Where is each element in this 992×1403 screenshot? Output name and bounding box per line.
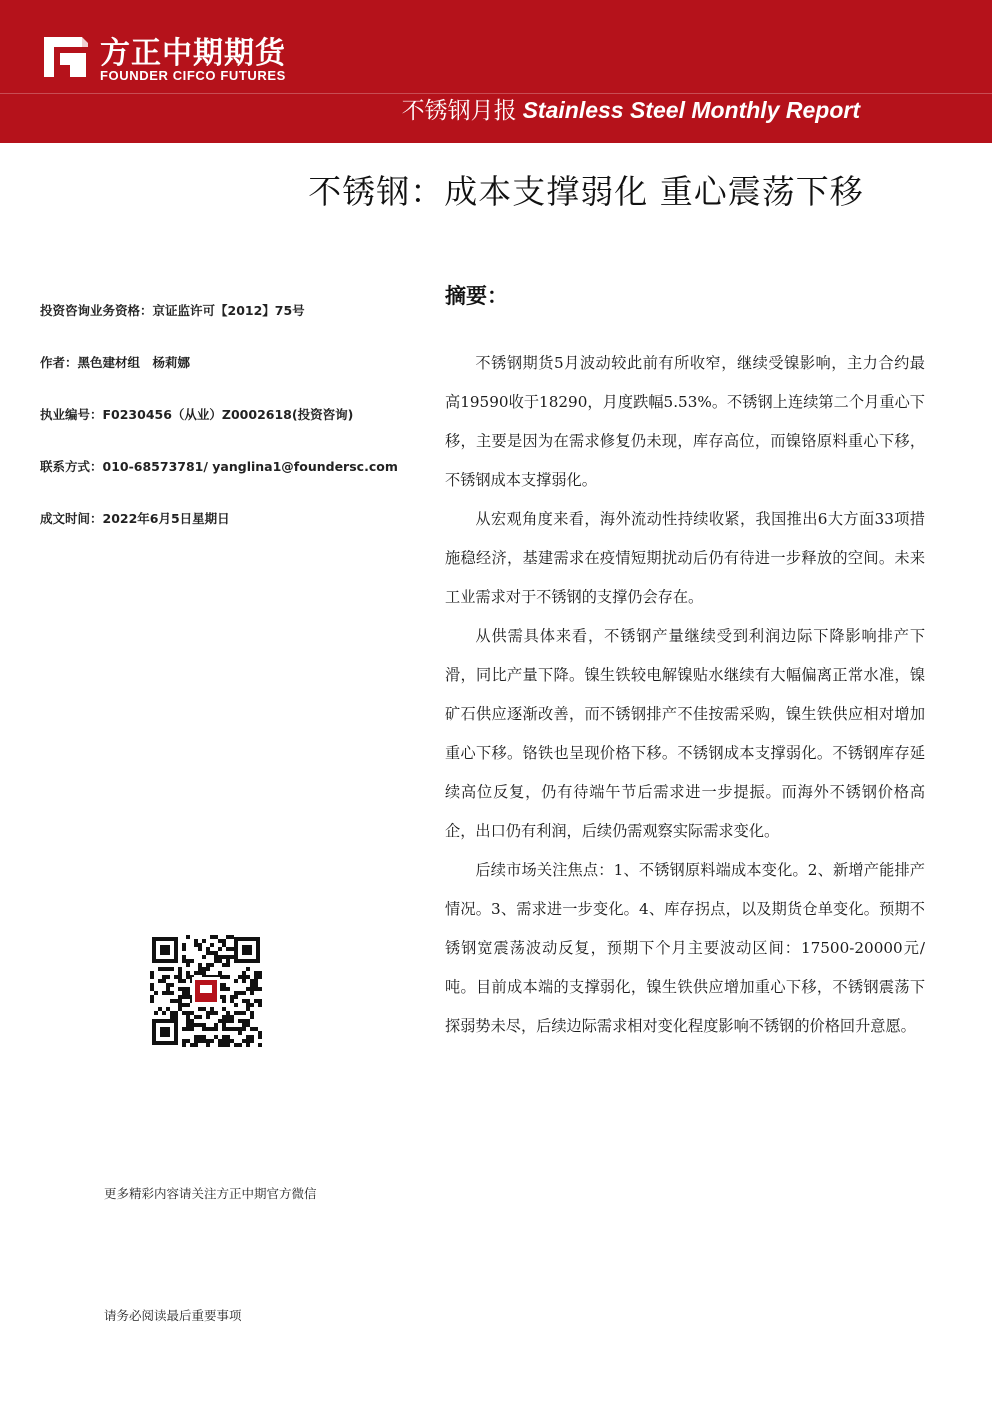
report-type-cn: 不锈钢月报: [401, 98, 517, 124]
abstract-paragraph: 从宏观角度来看，海外流动性持续收紧，我国推出6大方面33项措施稳经济，基建需求在疫情短期扰动后仍有待进一步释放的空间。未来工业需求对于不锈钢的支撑仍会存在。: [445, 510, 925, 606]
abstract-paragraph: 后续市场关注焦点：1、不锈钢原料端成本变化。2、新增产能排产情况。3、需求进一步变化。4、库存拐点，以及期货仓单变化。预期不锈钢宽震荡波动反复，预期下个月主要波动区间：17500-20000元/吨。目前成本端的支撑弱化，镍生铁供应增加重心下移，不锈钢震荡下探弱势未尽，后续边际需求相对变化程度影响不锈钢的价格回升意愿。: [445, 861, 925, 1035]
wechat-qr-code-icon: [150, 935, 262, 1047]
abstract-heading: 摘要：: [445, 284, 508, 308]
report-title-wrap: [0, 166, 992, 213]
company-name-cn: 方正中期期货: [100, 36, 286, 71]
founder-logo-icon: [40, 33, 90, 81]
abstract-body: [445, 344, 925, 1046]
abstract-paragraph: 从供需具体来看，不锈钢产量继续受到利润边际下降影响排产下滑，同比产量下降。镍生铁较电解镍贴水继续有大幅偏离正常水准，镍矿石供应逐渐改善，而不锈钢排产不佳按需采购，镍生铁供应相对增加重心下移。铬铁也呈现价格下移。不锈钢成本支撑弱化。不锈钢库存延续高位反复，仍有待端午节后需求进一步提振。而海外不锈钢价格高企，出口仍有利润，后续仍需观察实际需求变化。: [445, 627, 925, 840]
report-type: [402, 92, 860, 125]
practice-number: 执业编号：F0230456（从业）Z0002618(投资咨询): [40, 407, 354, 422]
publish-date: 成文时间：2022年6月5日星期日: [40, 511, 230, 526]
disclaimer-note: 请务必阅读最后重要事项: [104, 1308, 242, 1323]
company-name-en: FOUNDER CIFCO FUTURES: [100, 68, 286, 83]
follow-wechat-note: 更多精彩内容请关注方正中期官方微信: [104, 1186, 317, 1201]
header-banner: [0, 0, 992, 143]
author-name: 作者：黑色建材组 杨莉娜: [40, 355, 191, 370]
report-title: 不锈钢：成本支撑弱化 重心震荡下移: [308, 172, 864, 211]
author-info: [40, 298, 410, 558]
abstract-paragraph: 不锈钢期货5月波动较此前有所收窄，继续受镍影响，主力合约最高19590收于18290，月度跌幅5.53%。不锈钢上连续第二个月重心下移，主要是因为在需求修复仍未现，库存高位，而镍铬原料重心下移，不锈钢成本支撑弱化。: [445, 354, 925, 489]
report-type-en: Stainless Steel Monthly Report: [522, 97, 860, 123]
contact-info: 联系方式：010-68573781/ yanglina1@foundersc.com: [40, 459, 398, 474]
license-info: 投资咨询业务资格：京证监许可【2012】75号: [40, 303, 305, 318]
